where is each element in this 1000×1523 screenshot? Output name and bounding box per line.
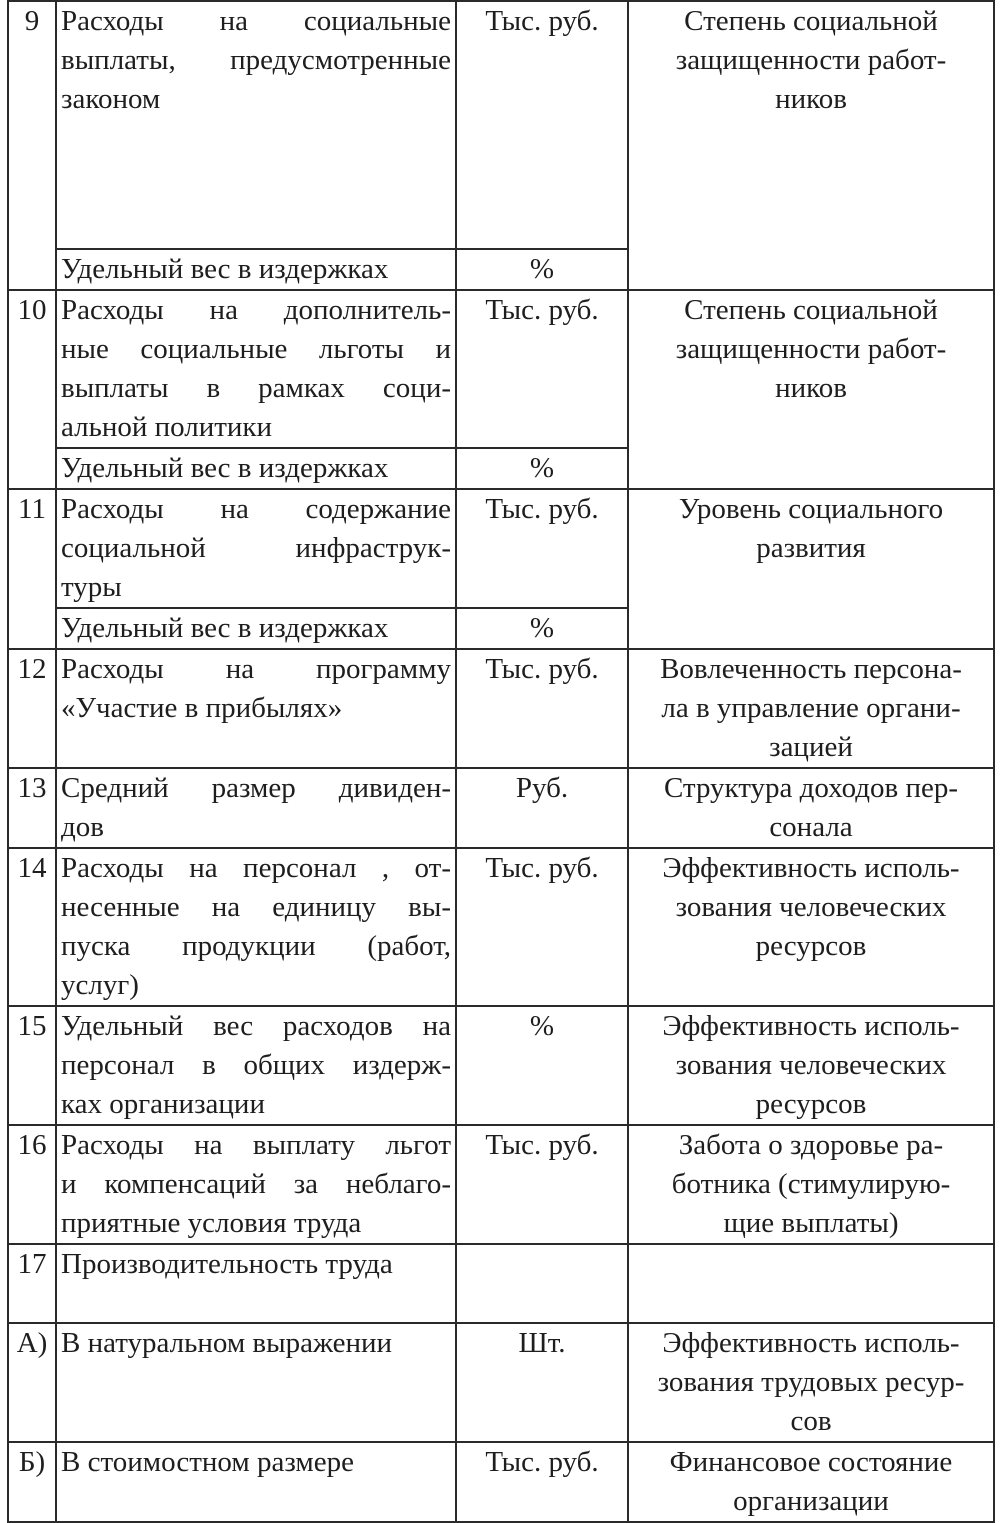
row-indicator [628, 1244, 994, 1323]
row-name-line: законом [61, 83, 161, 115]
row-name-line: Расходы на дополнитель- [61, 294, 451, 326]
row-name-line: пуска продукции (работ, [61, 930, 451, 962]
row-indicator-line: Забота о здоровье ра- [678, 1129, 944, 1161]
row-indicator-line: организации [733, 1485, 889, 1517]
row-indicator-line: сов [790, 1405, 832, 1437]
table-row [8, 848, 994, 1006]
row-indicator-line: зования человеческих [675, 1049, 947, 1081]
row-indicator-line: сонала [769, 811, 853, 843]
row-name [56, 768, 456, 848]
row-indicator [628, 489, 994, 649]
row-indicator-line: ресурсов [755, 1088, 867, 1120]
indicators-table-body [8, 1, 994, 1522]
row-name-line: альной политики [61, 411, 273, 443]
row-indicator-line: защищенности работ- [675, 333, 947, 365]
row-name-line: и компенсаций за неблаго- [61, 1168, 451, 1200]
row-unit: Тыс. руб. [456, 649, 628, 768]
row-subunit: % [456, 249, 628, 290]
row-name-line: несенные на единицу вы- [61, 891, 451, 923]
row-indicator-line: Уровень социального [678, 493, 944, 525]
row-indicator-line: щие выплаты) [723, 1207, 899, 1239]
row-subname: Удельный вес в издержках [56, 249, 456, 290]
row-name-line: социальной инфраструк- [61, 532, 451, 564]
row-indicator [628, 768, 994, 848]
row-subname: Удельный вес в издержках [56, 448, 456, 489]
row-subname: Удельный вес в издержках [56, 608, 456, 649]
row-unit: Тыс. руб. [456, 489, 628, 608]
row-name-line: Расходы на выплату льгот [61, 1129, 451, 1161]
row-indicator [628, 649, 994, 768]
row-name [56, 1, 456, 249]
row-number: А) [8, 1323, 56, 1442]
row-indicator-line: ла в управление органи- [661, 692, 961, 724]
row-indicator-line: защищенности работ- [675, 44, 947, 76]
row-unit: Руб. [456, 768, 628, 848]
row-indicator-line: развития [756, 532, 866, 564]
row-indicator-line: ников [775, 83, 847, 115]
row-name [56, 848, 456, 1006]
row-indicator-line: зования трудовых ресур- [657, 1366, 965, 1398]
row-number: 13 [8, 768, 56, 848]
row-number: Б) [8, 1442, 56, 1522]
row-name [56, 1125, 456, 1244]
row-name-line: Средний размер дивиден- [61, 772, 451, 804]
row-unit: % [456, 1006, 628, 1125]
row-indicator [628, 1, 994, 290]
row-number: 10 [8, 290, 56, 489]
row-name [56, 489, 456, 608]
row-indicator [628, 848, 994, 1006]
row-subunit: % [456, 608, 628, 649]
row-unit: Тыс. руб. [456, 1125, 628, 1244]
indicators-table [7, 0, 995, 1523]
row-number: 12 [8, 649, 56, 768]
row-indicator [628, 1006, 994, 1125]
table-row [8, 649, 994, 768]
table-row [8, 1442, 994, 1522]
table-row [8, 1323, 994, 1442]
row-indicator [628, 1125, 994, 1244]
row-name-line: персонал в общих издерж- [61, 1049, 451, 1081]
row-indicator-line: Эффективность исполь- [662, 1327, 960, 1359]
row-unit: Тыс. руб. [456, 1442, 628, 1522]
row-name-line: «Участие в прибылях» [61, 692, 343, 724]
row-number: 11 [8, 489, 56, 649]
table-row [8, 489, 994, 608]
row-name [56, 290, 456, 448]
row-unit: Тыс. руб. [456, 848, 628, 1006]
table-row [8, 290, 994, 448]
row-name-line: ках организации [61, 1088, 265, 1120]
row-name [56, 1244, 456, 1323]
row-number: 17 [8, 1244, 56, 1323]
row-indicator-line: ботника (стимулирую- [671, 1168, 951, 1200]
row-name-line: Расходы на содержание [61, 493, 451, 525]
row-name [56, 1442, 456, 1522]
row-indicator-line: Финансовое состояние [669, 1446, 953, 1478]
row-name-line: услуг) [61, 969, 139, 1001]
row-indicator [628, 1442, 994, 1522]
row-number: 14 [8, 848, 56, 1006]
row-name-line: В натуральном выражении [61, 1327, 393, 1359]
table-row [8, 1, 994, 249]
row-name-line: выплаты, предусмотренные [61, 44, 451, 76]
row-name-line: Расходы на программу [61, 653, 451, 685]
row-name-line: Производительность труда [61, 1248, 393, 1280]
row-indicator-line: зацией [769, 731, 853, 763]
row-unit: Тыс. руб. [456, 290, 628, 448]
row-name-line: Удельный вес расходов на [61, 1010, 451, 1042]
row-name-line: В стоимостном размере [61, 1446, 354, 1478]
row-number: 15 [8, 1006, 56, 1125]
table-row [8, 1244, 994, 1323]
row-indicator-line: Вовлеченность персона- [660, 653, 962, 685]
row-unit: Тыс. руб. [456, 1, 628, 249]
row-name [56, 649, 456, 768]
row-number: 9 [8, 1, 56, 290]
row-name [56, 1323, 456, 1442]
row-name-line: дов [61, 811, 104, 843]
row-number: 16 [8, 1125, 56, 1244]
row-subunit: % [456, 448, 628, 489]
row-indicator-line: Степень социальной [684, 294, 938, 326]
row-indicator-line: ников [775, 372, 847, 404]
row-name-line: ные социальные льготы и [61, 333, 451, 365]
table-row [8, 1125, 994, 1244]
row-indicator-line: Эффективность исполь- [662, 1010, 960, 1042]
row-indicator-line: Структура доходов пер- [663, 772, 959, 804]
row-indicator [628, 1323, 994, 1442]
row-unit [456, 1244, 628, 1323]
row-name-line: туры [61, 571, 122, 603]
row-indicator [628, 290, 994, 489]
row-indicator-line: зования человеческих [675, 891, 947, 923]
row-name-line: приятные условия труда [61, 1207, 362, 1239]
row-name-line: Расходы на социальные [61, 5, 451, 37]
row-indicator-line: Эффективность исполь- [662, 852, 960, 884]
table-row [8, 1006, 994, 1125]
row-name [56, 1006, 456, 1125]
row-indicator-line: Степень социальной [684, 5, 938, 37]
row-indicator-line: ресурсов [755, 930, 867, 962]
row-name-line: выплаты в рамках соци- [61, 372, 451, 404]
table-row [8, 768, 994, 848]
row-name-line: Расходы на персонал , от- [61, 852, 451, 884]
row-unit: Шт. [456, 1323, 628, 1442]
